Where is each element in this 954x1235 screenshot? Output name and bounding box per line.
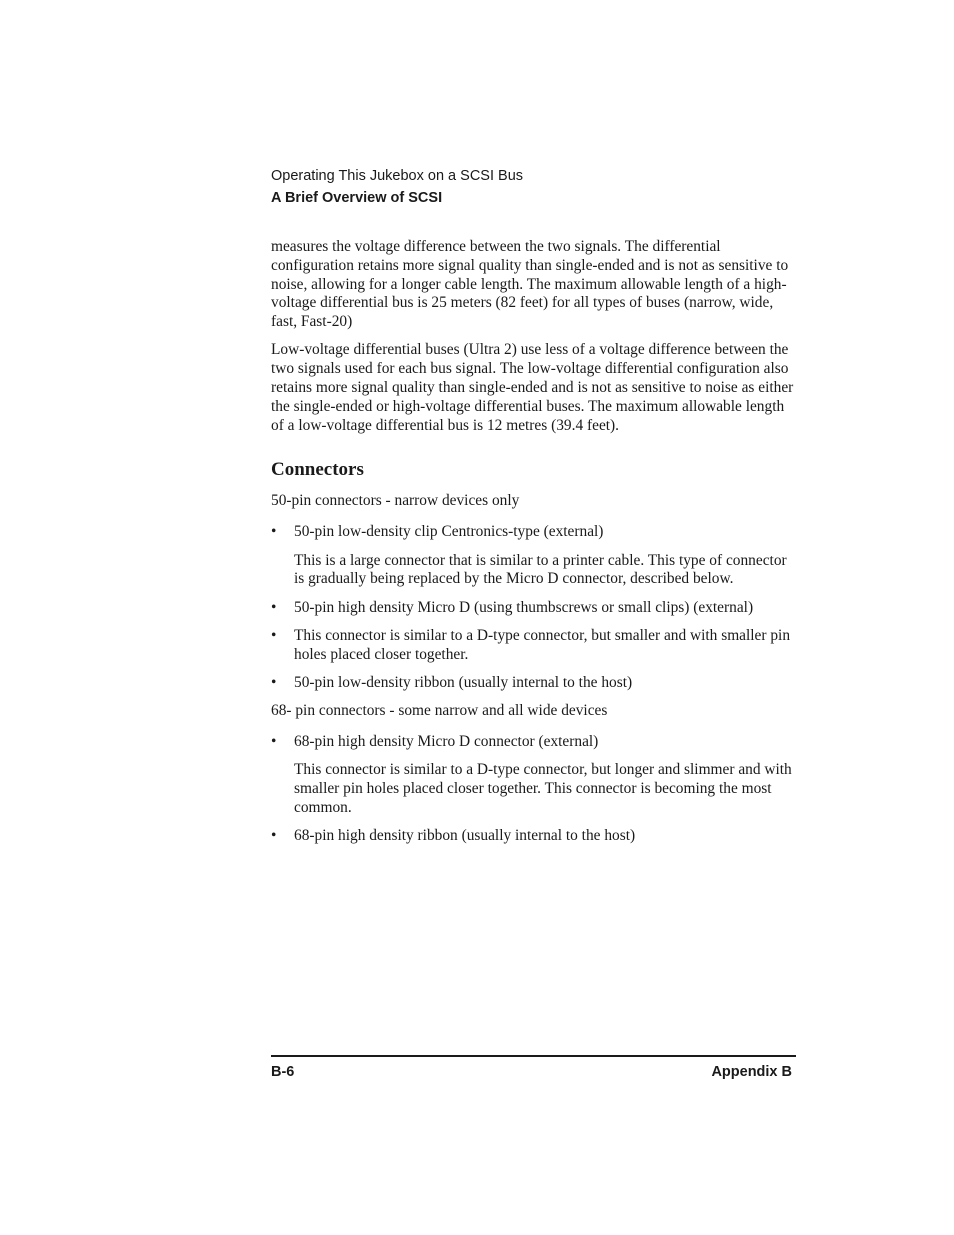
footer-rule [271, 1055, 796, 1057]
list-item [271, 674, 796, 693]
bullet-icon: • [271, 626, 277, 644]
bullet-icon: • [271, 674, 277, 692]
list-item-text: 50-pin low-density ribbon (usually internal to the host) [294, 674, 633, 692]
list-item [271, 627, 796, 665]
paragraph-low-voltage: Low-voltage differential buses (Ultra 2) use less of a voltage difference between the two signals used for each bus signal. The low-voltage differential configuration also retains more signal quality than single-ended and is not as sensitive to noise as either the single-ended or high-voltage differential buses. The maximum allowable length of a low-voltage differential bus is 12 metres (39.4 feet). [271, 341, 794, 434]
list-item [271, 733, 796, 752]
bullet-icon: • [271, 733, 277, 751]
list-item-text: 50-pin high density Micro D (using thumbscrews or small clips) (external) [294, 598, 754, 616]
list-item-text: This connector is similar to a D-type connector, but smaller and with smaller pin holes placed closer together. [294, 626, 791, 663]
page-number: B-6 [271, 1064, 295, 1080]
intro-68-pin: 68- pin connectors - some narrow and all wide devices [271, 702, 608, 720]
list-item-text: 50-pin low-density clip Centronics-type (external) [294, 523, 604, 541]
list-item-text: 68-pin high density Micro D connector (external) [294, 733, 599, 751]
note-68-pin-micro-d: This connector is similar to a D-type connector, but longer and slimmer and with smaller pin holes placed closer together. This connector is becoming the most common. [294, 761, 792, 817]
bullet-icon: • [271, 523, 277, 541]
bullet-icon: • [271, 598, 277, 616]
list-item [271, 827, 796, 846]
chapter-title: Operating This Jukebox on a SCSI Bus [271, 168, 524, 184]
running-header [271, 165, 796, 209]
list-item [271, 599, 796, 618]
intro-50-pin: 50-pin connectors - narrow devices only [271, 492, 520, 510]
list-item-text: 68-pin high density ribbon (usually internal to the host) [294, 827, 636, 845]
bullet-icon: • [271, 827, 277, 845]
heading-connectors: Connectors [271, 459, 364, 481]
page-body [271, 238, 796, 856]
paragraph-high-voltage: measures the voltage difference between the two signals. The differential configuration retains more signal quality than single-ended and is not as sensitive to noise, allowing for a longer cable length. The maximum allowable length of a high-voltage differential bus is 25 meters (82 feet) for all types of buses (narrow, wide, fast, Fast-20) [271, 238, 789, 331]
appendix-label: Appendix B [711, 1064, 792, 1080]
list-item [271, 523, 796, 542]
note-50-pin-centronics: This is a large connector that is similar to a printer cable. This type of connector is gradually being replaced by the Micro D connector, described below. [294, 551, 787, 588]
section-title: A Brief Overview of SCSI [271, 190, 443, 206]
